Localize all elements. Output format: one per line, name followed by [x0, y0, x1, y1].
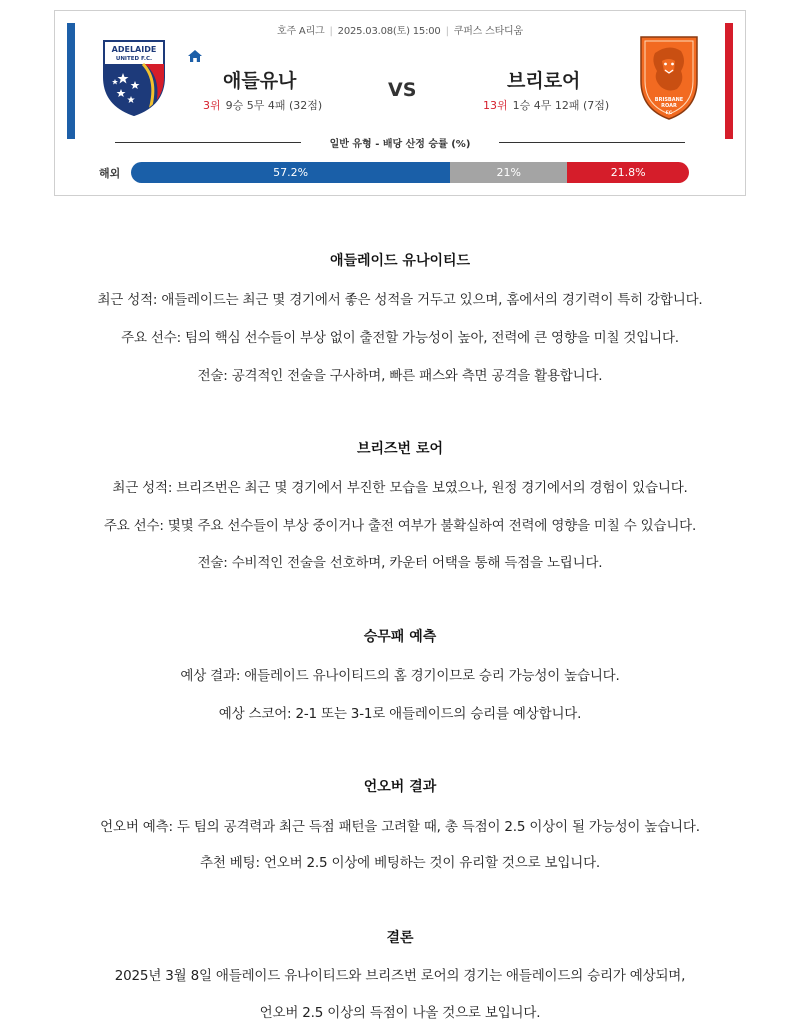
paragraph: 언오버 2.5 이상의 득점이 나올 것으로 보입니다.: [259, 1005, 541, 1021]
home-accent-bar: [67, 23, 75, 139]
section-heading-prediction: 승무패 예측: [363, 629, 437, 645]
match-meta: 호주 A리그 | 2025.03.08(토) 15:00 | 쿠퍼스 스타디움: [277, 26, 523, 37]
home-logo-text-bottom: UNITED F.C.: [115, 56, 153, 62]
section-heading-over-under: 언오버 결과: [363, 779, 437, 795]
section-heading-away-team: 브리즈번 로어: [356, 441, 444, 457]
section-heading-conclusion: 결론: [386, 930, 414, 946]
paragraph: 주요 선수: 몇몇 주요 선수들이 부상 중이거나 출전 여부가 불확실하여 전력에 영향을 미칠 수 있습니다.: [103, 518, 697, 534]
league-name: 호주 A리그: [277, 26, 325, 37]
odds-loss-value: 21.8%: [610, 166, 646, 179]
home-team-name: 애들유나: [223, 70, 297, 92]
odds-divider-right: [499, 142, 685, 143]
away-logo-text-top: BRISBANE: [654, 97, 684, 103]
away-team-record: [483, 97, 609, 113]
section-heading-home-team: 애들레이드 유나이티드: [329, 253, 471, 269]
paragraph: 전술: 수비적인 전술을 선호하며, 카운터 어택을 통해 득점을 노립니다.: [197, 555, 603, 571]
odds-title: 일반 유형 - 배당 산정 승률 (%): [329, 139, 471, 150]
odds-win-value: 57.2%: [273, 166, 309, 179]
away-team-stats: 1승 4무 12패 (7점): [512, 99, 610, 112]
paragraph: 추천 베팅: 언오버 2.5 이상에 베팅하는 것이 유리할 것으로 보입니다.: [200, 855, 600, 871]
paragraph: 2025년 3월 8일 애들레이드 유나이티드와 브리즈번 로어의 경기는 애들레이드의 승리가 예상되며,: [114, 968, 686, 984]
away-team-name: 브리로어: [507, 70, 581, 92]
odds-draw-value: 21%: [496, 166, 521, 179]
away-team-rank: 13위: [483, 99, 508, 112]
odds-source-label: 해외: [99, 167, 121, 180]
versus-label: VS: [388, 79, 417, 101]
home-logo-text-top: ADELAIDE: [111, 45, 157, 54]
home-team-logo: [99, 33, 169, 119]
away-logo-text-fc: FC: [665, 111, 673, 116]
paragraph: 최근 성적: 브리즈번은 최근 몇 경기에서 부진한 모습을 보였으나, 원정 경기에서의 경험이 있습니다.: [112, 480, 688, 496]
odds-header: [115, 135, 685, 149]
paragraph: 예상 스코어: 2-1 또는 3-1로 애들레이드의 승리를 예상합니다.: [218, 706, 582, 722]
home-team-record: [203, 97, 322, 113]
paragraph: 전술: 공격적인 전술을 구사하며, 빠른 패스와 측면 공격을 활용합니다.: [197, 368, 603, 384]
home-icon: [187, 49, 203, 63]
odds-draw-segment: [450, 162, 567, 183]
odds-bar: [131, 162, 689, 183]
paragraph: 예상 결과: 애들레이드 유나이티드의 홈 경기이므로 승리 가능성이 높습니다.: [180, 668, 620, 684]
odds-loss-segment: [567, 162, 689, 183]
match-datetime: 2025.03.08(토) 15:00: [337, 26, 441, 37]
home-team-stats: 9승 5무 4패 (32점): [225, 99, 323, 112]
away-team-logo: [635, 31, 703, 123]
paragraph: 언오버 예측: 두 팀의 공격력과 최근 득점 패턴을 고려할 때, 총 득점이 2.5 이상이 될 가능성이 높습니다.: [100, 819, 700, 835]
away-logo-text-bottom: ROAR: [661, 103, 677, 109]
odds-win-segment: [131, 162, 450, 183]
venue-name: 쿠퍼스 스타디움: [453, 26, 523, 37]
match-card: [54, 10, 746, 196]
paragraph: 최근 성적: 애들레이드는 최근 몇 경기에서 좋은 성적을 거두고 있으며, 홈에서의 경기력이 특히 강합니다.: [97, 292, 703, 308]
away-accent-bar: [725, 23, 733, 139]
paragraph: 주요 선수: 팀의 핵심 선수들이 부상 없이 출전할 가능성이 높아, 전력에 큰 영향을 미칠 것입니다.: [121, 330, 679, 346]
home-team-rank: 3위: [203, 99, 221, 112]
